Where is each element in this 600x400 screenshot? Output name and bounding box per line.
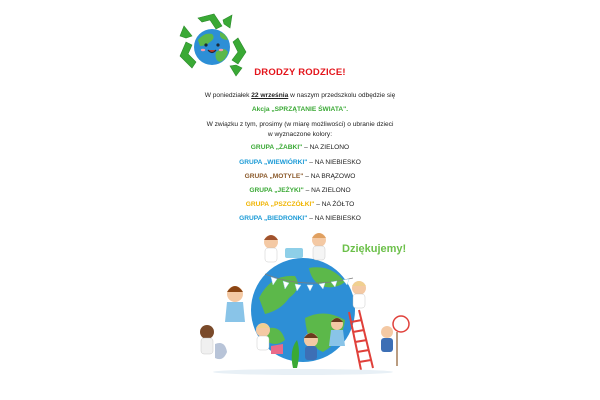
thanks-text: Dziękujemy! [342,243,407,255]
group-name: GRUPA „WIEWIÓRKI" [239,159,308,166]
group-name: GRUPA „PSZCZÓŁKI" [245,201,315,208]
intro-text-post: w naszym przedszkolu odbędzie się [288,92,396,99]
group-name: GRUPA „JEŻYKI" [249,187,304,194]
group-color: – NA BRĄZOWO [303,173,356,180]
request-line-1: W związku z tym, prosimy (w miarę możliwości) o ubranie dzieci [206,121,394,128]
intro-line [0,92,600,99]
intro-text-pre: W poniedziałek [204,92,252,99]
group-line [0,173,600,180]
group-line [0,144,600,151]
group-color: – NA NIEBIESKO [307,159,361,166]
children-cleaning-globe-illustration [185,228,415,378]
event-date: 22 września [251,92,289,99]
group-line [0,201,600,208]
group-color: – NA ZIELONO [302,144,350,151]
group-name: GRUPA „ŻABKI" [250,144,303,151]
request-line-2: w wyznaczone kolory: [267,131,333,138]
group-line [0,159,600,166]
group-color: – NA ŻÓŁTO [314,201,355,208]
group-line [0,215,600,222]
action-name: Akcja „SPRZĄTANIE ŚWIATA". [251,106,349,113]
page-title: DRODZY RODZICE! [254,67,346,78]
group-name: GRUPA „MOTYLE" [244,173,304,180]
group-color: – NA NIEBIESKO [307,215,361,222]
group-line [0,187,600,194]
group-color: – NA ZIELONO [303,187,351,194]
group-name: GRUPA „BIEDRONKI" [239,215,308,222]
